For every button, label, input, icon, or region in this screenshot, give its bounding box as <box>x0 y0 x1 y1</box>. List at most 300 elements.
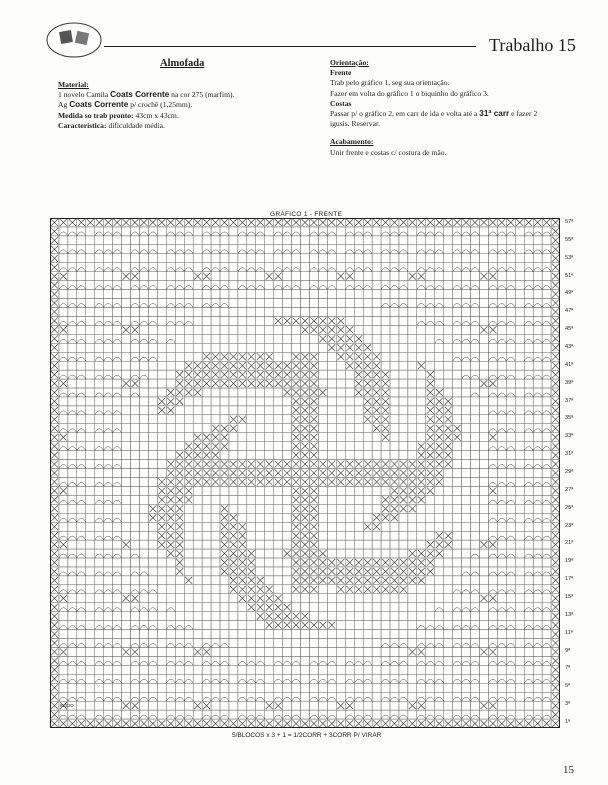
filled-block-mark <box>293 496 300 503</box>
chart-cell <box>184 630 193 639</box>
chart-cell <box>318 683 327 692</box>
chart-cell <box>318 647 327 656</box>
lacet-arch-mark <box>533 304 542 308</box>
filled-block-mark <box>364 219 371 226</box>
filled-block-mark <box>319 568 326 575</box>
filled-block-mark <box>409 702 416 709</box>
chart-cell <box>309 281 318 290</box>
filled-block-mark <box>552 586 559 593</box>
lacet-arch-mark <box>417 661 426 665</box>
chart-cell <box>139 236 148 245</box>
chart-cell <box>497 307 506 316</box>
chart-cell <box>292 236 301 245</box>
chart-cell <box>533 504 542 513</box>
row-label: 9ª <box>565 647 571 654</box>
lacet-arch-mark <box>113 608 122 612</box>
chart-cell <box>533 477 542 486</box>
lacet-arch-mark <box>139 572 148 576</box>
chart-cell <box>471 451 480 460</box>
chart-cell <box>479 665 488 674</box>
chart-cell <box>274 343 283 352</box>
chart-cell <box>453 245 462 254</box>
lacet-arch-mark <box>381 304 390 308</box>
lacet-arch-mark <box>426 232 435 236</box>
lacet-arch-mark <box>220 232 229 236</box>
chart-cell <box>506 379 515 388</box>
chart-cell <box>292 272 301 281</box>
chart-cell <box>497 460 506 469</box>
filled-block-mark <box>373 577 380 584</box>
filled-block-mark <box>123 595 130 602</box>
lacet-arch-mark <box>95 536 104 540</box>
chart-cell <box>497 656 506 665</box>
chart-cell <box>462 290 471 299</box>
chart-cell <box>533 567 542 576</box>
lacet-arch-mark <box>524 554 533 558</box>
chart-cell <box>139 585 148 594</box>
chart-cell <box>220 272 229 281</box>
filled-block-mark <box>302 720 309 727</box>
filled-block-mark <box>176 532 183 539</box>
filled-block-mark <box>552 541 559 548</box>
filled-block-mark <box>310 550 317 557</box>
filled-block-mark <box>51 344 58 351</box>
filled-block-mark <box>427 487 434 494</box>
chart-cell <box>515 621 524 630</box>
chart-cell <box>283 647 292 656</box>
filled-block-mark <box>230 586 237 593</box>
chart-cell <box>265 442 274 451</box>
filled-block-mark <box>310 523 317 530</box>
filled-block-mark <box>552 559 559 566</box>
filled-block-mark <box>498 219 505 226</box>
chart-cell <box>131 495 140 504</box>
filled-block-mark <box>51 452 58 459</box>
filled-block-mark <box>391 219 398 226</box>
lacet-arch-mark <box>435 626 444 630</box>
chart-cell <box>390 442 399 451</box>
chart-cell <box>488 513 497 522</box>
chart-cell <box>399 245 408 254</box>
chart-cell <box>220 245 229 254</box>
chart-cell <box>86 379 95 388</box>
chart-cell <box>86 325 95 334</box>
lacet-arch-mark <box>453 608 462 612</box>
chart-cell <box>68 281 77 290</box>
filled-block-mark <box>51 434 58 441</box>
chart-cell <box>247 397 256 406</box>
chart-cell <box>533 513 542 522</box>
filled-block-mark <box>373 362 380 369</box>
chart-cell <box>408 307 417 316</box>
filled-block-mark <box>427 380 434 387</box>
chart-cell <box>148 576 157 585</box>
filled-block-mark <box>436 550 443 557</box>
filled-block-mark <box>185 470 192 477</box>
chart-cell <box>95 630 104 639</box>
lacet-arch-mark <box>506 661 515 665</box>
filled-block-mark <box>149 219 156 226</box>
filled-block-mark <box>284 362 291 369</box>
lacet-arch-mark <box>68 339 77 343</box>
chart-cell <box>318 415 327 424</box>
filled-block-mark <box>239 219 246 226</box>
lacet-arch-mark <box>166 608 175 612</box>
lacet-arch-mark <box>95 482 104 486</box>
chart-cell <box>113 370 122 379</box>
chart-cell <box>533 585 542 594</box>
lacet-arch-mark <box>462 268 471 272</box>
chart-cell <box>86 477 95 486</box>
chart-cell <box>426 603 435 612</box>
filled-block-mark <box>185 720 192 727</box>
filled-block-mark <box>212 371 219 378</box>
filled-block-mark <box>212 380 219 387</box>
chart-cell <box>95 334 104 343</box>
chart-cell <box>122 406 131 415</box>
chart-cell <box>220 639 229 648</box>
chart-cell <box>247 504 256 513</box>
chart-cell <box>336 647 345 656</box>
lacet-arch-mark <box>471 679 480 683</box>
chart-cell <box>68 263 77 272</box>
chart-cell <box>220 325 229 334</box>
chart-cell <box>68 433 77 442</box>
chart-cell <box>59 424 68 433</box>
filled-block-mark <box>293 559 300 566</box>
chart-cell <box>533 343 542 352</box>
chart-cell <box>471 486 480 495</box>
chart-cell <box>148 370 157 379</box>
chart-cell <box>417 325 426 334</box>
filled-block-mark <box>203 461 210 468</box>
chart-cell <box>390 451 399 460</box>
chart-cell <box>68 325 77 334</box>
chart-cell <box>479 486 488 495</box>
chart-cell <box>274 639 283 648</box>
back-line-1-pre: Passar p/ o gráfico 2, em carr de ida e volta até a <box>330 109 478 119</box>
chart-cell <box>175 316 184 325</box>
filled-block-mark <box>239 478 246 485</box>
chart-cell <box>86 299 95 308</box>
chart-cell <box>515 433 524 442</box>
chart-cell <box>372 281 381 290</box>
chart-cell <box>122 656 131 665</box>
chart-cell <box>381 665 390 674</box>
filled-block-mark <box>266 470 273 477</box>
filled-block-mark <box>516 720 523 727</box>
filled-block-mark <box>221 443 228 450</box>
chart-cell <box>220 656 229 665</box>
filled-block-mark <box>284 720 291 727</box>
chart-cell <box>506 513 515 522</box>
chart-cell <box>327 236 336 245</box>
filled-block-mark <box>167 487 174 494</box>
lacet-arch-mark <box>426 626 435 630</box>
chart-cell <box>506 290 515 299</box>
filled-block-mark <box>382 407 389 414</box>
filled-block-mark <box>132 648 139 655</box>
lacet-arch-mark <box>148 679 157 683</box>
chart-cell <box>301 656 310 665</box>
chart-cell <box>417 656 426 665</box>
chart-cell <box>471 710 480 719</box>
chart-cell <box>122 290 131 299</box>
chart-cell <box>533 254 542 263</box>
chart-cell <box>497 594 506 603</box>
chart-cell <box>166 567 175 576</box>
lacet-arch-mark <box>131 357 140 361</box>
chart-cell <box>542 415 551 424</box>
filled-block-mark <box>230 470 237 477</box>
lacet-arch-mark <box>506 304 515 308</box>
chart-cell <box>122 397 131 406</box>
filled-block-mark <box>382 461 389 468</box>
chart-cell <box>318 639 327 648</box>
lacet-arch-mark <box>533 697 542 701</box>
chart-cell <box>229 227 238 236</box>
chart-cell <box>426 513 435 522</box>
lacet-arch-mark <box>202 715 211 719</box>
filled-block-mark <box>221 532 228 539</box>
chart-cell <box>345 621 354 630</box>
filled-block-mark <box>123 273 130 280</box>
chart-cell <box>220 647 229 656</box>
chart-cell <box>202 656 211 665</box>
lacet-arch-mark <box>542 500 551 504</box>
chart-cell <box>444 361 453 370</box>
chart-cell <box>426 665 435 674</box>
lacet-arch-mark <box>77 608 86 612</box>
chart-cell <box>372 343 381 352</box>
chart-cell <box>95 477 104 486</box>
chart-cell <box>471 388 480 397</box>
chart-cell <box>444 621 453 630</box>
chart-cell <box>283 281 292 290</box>
lacet-arch-mark <box>488 661 497 665</box>
chart-cell <box>336 710 345 719</box>
chart-cell <box>122 424 131 433</box>
chart-cell <box>515 352 524 361</box>
chart-cell <box>399 406 408 415</box>
chart-cell <box>533 647 542 656</box>
chart-cell <box>488 585 497 594</box>
lacet-arch-mark <box>68 661 77 665</box>
chart-cell <box>238 254 247 263</box>
chart-footer: 5/BLOCOS x 3 + 1 = 1/2CORR + 3CORR P/ VIRAR <box>232 732 382 739</box>
lacet-arch-mark <box>453 357 462 361</box>
chart-cell <box>426 245 435 254</box>
chart-cell <box>238 281 247 290</box>
filled-block-mark <box>140 720 147 727</box>
lacet-arch-mark <box>354 679 363 683</box>
chart-cell <box>148 433 157 442</box>
chart-cell <box>390 325 399 334</box>
chart-cell <box>175 576 184 585</box>
chart-cell <box>229 594 238 603</box>
chart-cell <box>131 307 140 316</box>
lacet-arch-mark <box>166 661 175 665</box>
lacet-arch-mark <box>381 644 390 648</box>
chart-cell <box>479 612 488 621</box>
lacet-arch-mark <box>533 572 542 576</box>
chart-cell <box>408 603 417 612</box>
chart-cell <box>131 424 140 433</box>
chart-cell <box>354 415 363 424</box>
chart-cell <box>202 603 211 612</box>
chart-cell <box>77 576 86 585</box>
filled-block-mark <box>239 461 246 468</box>
chart-cell <box>399 316 408 325</box>
chart-cell <box>68 647 77 656</box>
chart-cell <box>131 603 140 612</box>
chart-cell <box>211 665 220 674</box>
chart-cell <box>327 424 336 433</box>
lacet-arch-mark <box>202 250 211 254</box>
lacet-arch-mark <box>131 339 140 343</box>
chart-cell <box>256 540 265 549</box>
chart-cell <box>139 531 148 540</box>
chart-cell <box>381 254 390 263</box>
chart-cell <box>390 603 399 612</box>
chart-cell <box>399 361 408 370</box>
lacet-arch-mark <box>453 661 462 665</box>
chart-cell <box>515 281 524 290</box>
chart-cell <box>345 683 354 692</box>
chart-cell <box>471 245 480 254</box>
chart-cell <box>444 495 453 504</box>
chart-cell <box>354 621 363 630</box>
chart-cell <box>471 504 480 513</box>
filled-block-mark <box>51 720 58 727</box>
filled-block-mark <box>346 702 353 709</box>
lacet-arch-mark <box>68 500 77 504</box>
chart-cell <box>202 513 211 522</box>
lacet-arch-mark <box>68 644 77 648</box>
filled-block-mark <box>552 595 559 602</box>
lacet-arch-mark <box>426 661 435 665</box>
filled-block-mark <box>391 478 398 485</box>
chart-cell <box>77 504 86 513</box>
filled-block-mark <box>409 505 416 512</box>
filled-block-mark <box>328 577 335 584</box>
chart-cell <box>247 621 256 630</box>
chart-cell <box>542 692 551 701</box>
chart-cell <box>533 495 542 504</box>
chart-cell <box>265 531 274 540</box>
chart-cell <box>524 272 533 281</box>
chart-cell <box>417 307 426 316</box>
lacet-arch-mark <box>497 321 506 325</box>
chart-cell <box>336 549 345 558</box>
chart-cell <box>479 370 488 379</box>
chart-cell <box>95 522 104 531</box>
filled-block-mark <box>373 470 380 477</box>
chart-cell <box>77 245 86 254</box>
chart-cell <box>95 451 104 460</box>
chart-cell <box>68 442 77 451</box>
chart-cell <box>354 290 363 299</box>
filled-block-mark <box>364 398 371 405</box>
chart-cell <box>122 281 131 290</box>
chart-cell <box>104 674 113 683</box>
filled-block-mark <box>418 443 425 450</box>
chart-cell <box>345 674 354 683</box>
lacet-arch-mark <box>488 250 497 254</box>
lacet-arch-mark <box>435 608 444 612</box>
chart-cell <box>354 710 363 719</box>
chart-cell <box>166 361 175 370</box>
chart-cell <box>336 531 345 540</box>
chart-cell <box>238 388 247 397</box>
chart-cell <box>408 245 417 254</box>
lacet-arch-mark <box>59 375 68 379</box>
chart-cell <box>139 656 148 665</box>
lacet-arch-mark <box>462 357 471 361</box>
chart-cell <box>471 415 480 424</box>
chart-cell <box>506 424 515 433</box>
chart-cell <box>283 325 292 334</box>
chart-cell <box>131 397 140 406</box>
chart-cell <box>372 549 381 558</box>
chart-cell <box>354 424 363 433</box>
chart-cell <box>139 477 148 486</box>
back-line-1-post: e fazer 2 <box>511 109 538 119</box>
chart-cell <box>157 630 166 639</box>
chart-cell <box>292 603 301 612</box>
lacet-arch-mark <box>318 679 327 683</box>
chart-cell <box>524 245 533 254</box>
chart-cell <box>318 227 327 236</box>
chart-cell <box>301 245 310 254</box>
lacet-arch-mark <box>462 644 471 648</box>
lacet-arch-mark <box>175 268 184 272</box>
chart-cell <box>193 495 202 504</box>
chart-cell <box>202 343 211 352</box>
chart-cell <box>515 504 524 513</box>
chart-cell <box>131 710 140 719</box>
chart-cell <box>533 576 542 585</box>
chart-cell <box>247 683 256 692</box>
chart-cell <box>238 612 247 621</box>
chart-cell <box>426 272 435 281</box>
filled-block-mark <box>310 452 317 459</box>
lacet-arch-mark <box>184 697 193 701</box>
chart-cell <box>77 621 86 630</box>
chart-cell <box>220 388 229 397</box>
filled-block-mark <box>373 389 380 396</box>
chart-cell <box>336 522 345 531</box>
lacet-arch-mark <box>417 697 426 701</box>
chart-cell <box>408 621 417 630</box>
chart-cell <box>220 495 229 504</box>
chart-cells <box>50 218 560 728</box>
chart-cell <box>95 576 104 585</box>
filled-block-mark <box>239 568 246 575</box>
filled-block-mark <box>328 219 335 226</box>
chart-cell <box>95 495 104 504</box>
filled-block-mark <box>310 532 317 539</box>
chart-cell <box>77 630 86 639</box>
lacet-arch-mark <box>488 679 497 683</box>
chart-cell <box>148 334 157 343</box>
chart-cell <box>229 397 238 406</box>
filled-block-mark <box>391 496 398 503</box>
chart-cell <box>202 665 211 674</box>
chart-cell <box>533 406 542 415</box>
chart-cell <box>265 710 274 719</box>
chart-cell <box>77 433 86 442</box>
